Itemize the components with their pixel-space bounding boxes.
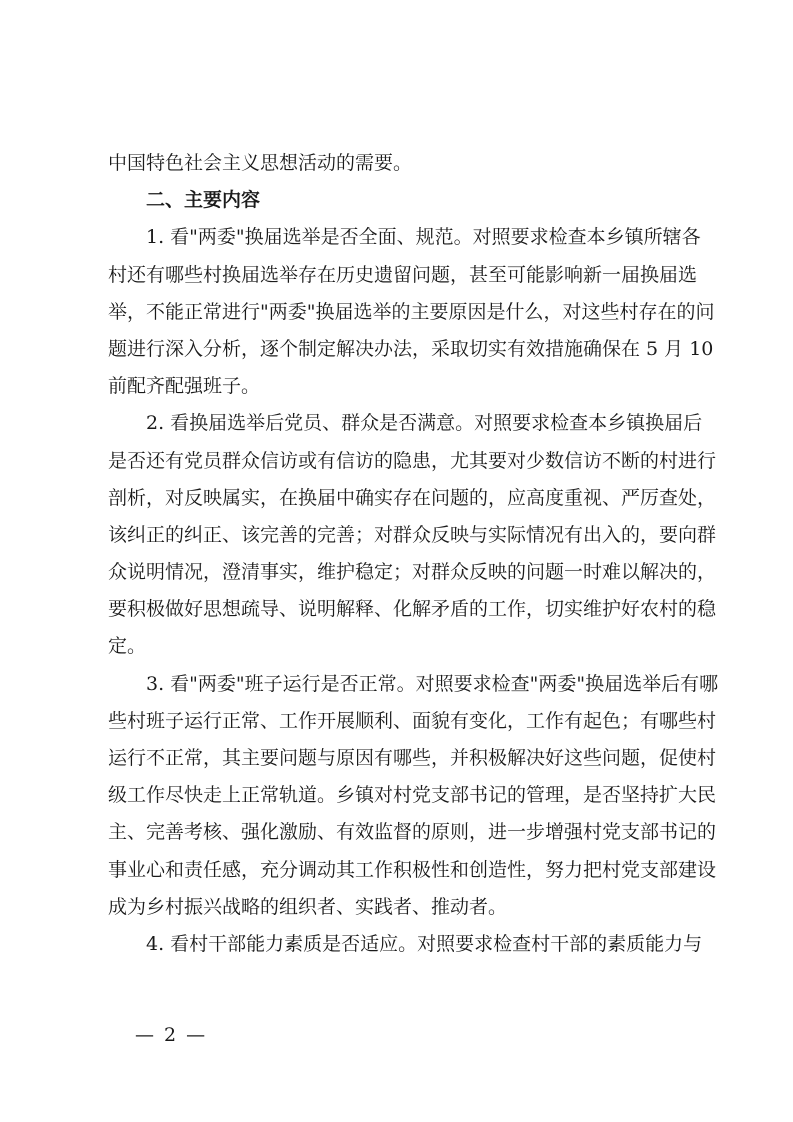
text-line: 主、完善考核、强化激励、有效监督的原则，进一步增强村党支部书记的 xyxy=(108,821,717,844)
section-heading: 二、主要内容 xyxy=(146,189,261,212)
text-line: 要积极做好思想疏导、说明解释、化解矛盾的工作，切实维护好农村的稳 xyxy=(108,598,717,621)
text-line: 前配齐配强班子。 xyxy=(108,375,261,398)
text-line: 中国特色社会主义思想活动的需要。 xyxy=(108,152,413,174)
text-line: 1. 看"两委"换届选举是否全面、规范。对照要求检查本乡镇所辖各 xyxy=(146,226,701,249)
text-line: 是否还有党员群众信访或有信访的隐患，尤其要对少数信访不断的村进行 xyxy=(108,449,717,472)
text-line: 些村班子运行正常、工作开展顺利、面貌有变化，工作有起色；有哪些村 xyxy=(108,709,717,732)
text-line: 村还有哪些村换届选举存在历史遗留问题，甚至可能影响新一届换届选 xyxy=(108,263,698,286)
text-line: 题进行深入分析，逐个制定解决办法，采取切实有效措施确保在 5 月 10 xyxy=(108,337,714,360)
text-line: 定。 xyxy=(108,635,147,658)
page-number: — 2 — xyxy=(135,1024,208,1046)
text-line: 众说明情况，澄清事实，维护稳定；对群众反映的问题一时难以解决的， xyxy=(108,561,717,584)
text-line: 2. 看换届选举后党员、群众是否满意。对照要求检查本乡镇换届后 xyxy=(146,412,703,435)
text-line: 事业心和责任感，充分调动其工作积极性和创造性，努力把村党支部建设 xyxy=(108,858,717,881)
text-line: 4. 看村干部能力素质是否适应。对照要求检查村干部的素质能力与 xyxy=(146,932,703,955)
text-line: 级工作尽快走上正常轨道。乡镇对村党支部书记的管理，是否坚持扩大民 xyxy=(108,784,717,807)
text-line: 成为乡村振兴战略的组织者、实践者、推动者。 xyxy=(108,895,508,918)
document-body xyxy=(108,145,719,963)
text-line: 运行不正常，其主要问题与原因有哪些，并积极解决好这些问题，促使村 xyxy=(108,747,717,769)
text-line: 3. 看"两委"班子运行是否正常。对照要求检查"两委"换届选举后有哪 xyxy=(146,672,719,695)
text-line: 举，不能正常进行"两委"换届选举的主要原因是什么，对这些村存在的问 xyxy=(108,300,715,323)
text-line: 剖析，对反映属实，在换届中确实存在问题的，应高度重视、严厉查处， xyxy=(108,486,717,509)
text-line: 该纠正的纠正、该完善的完善；对群众反映与实际情况有出入的，要向群 xyxy=(108,523,717,546)
